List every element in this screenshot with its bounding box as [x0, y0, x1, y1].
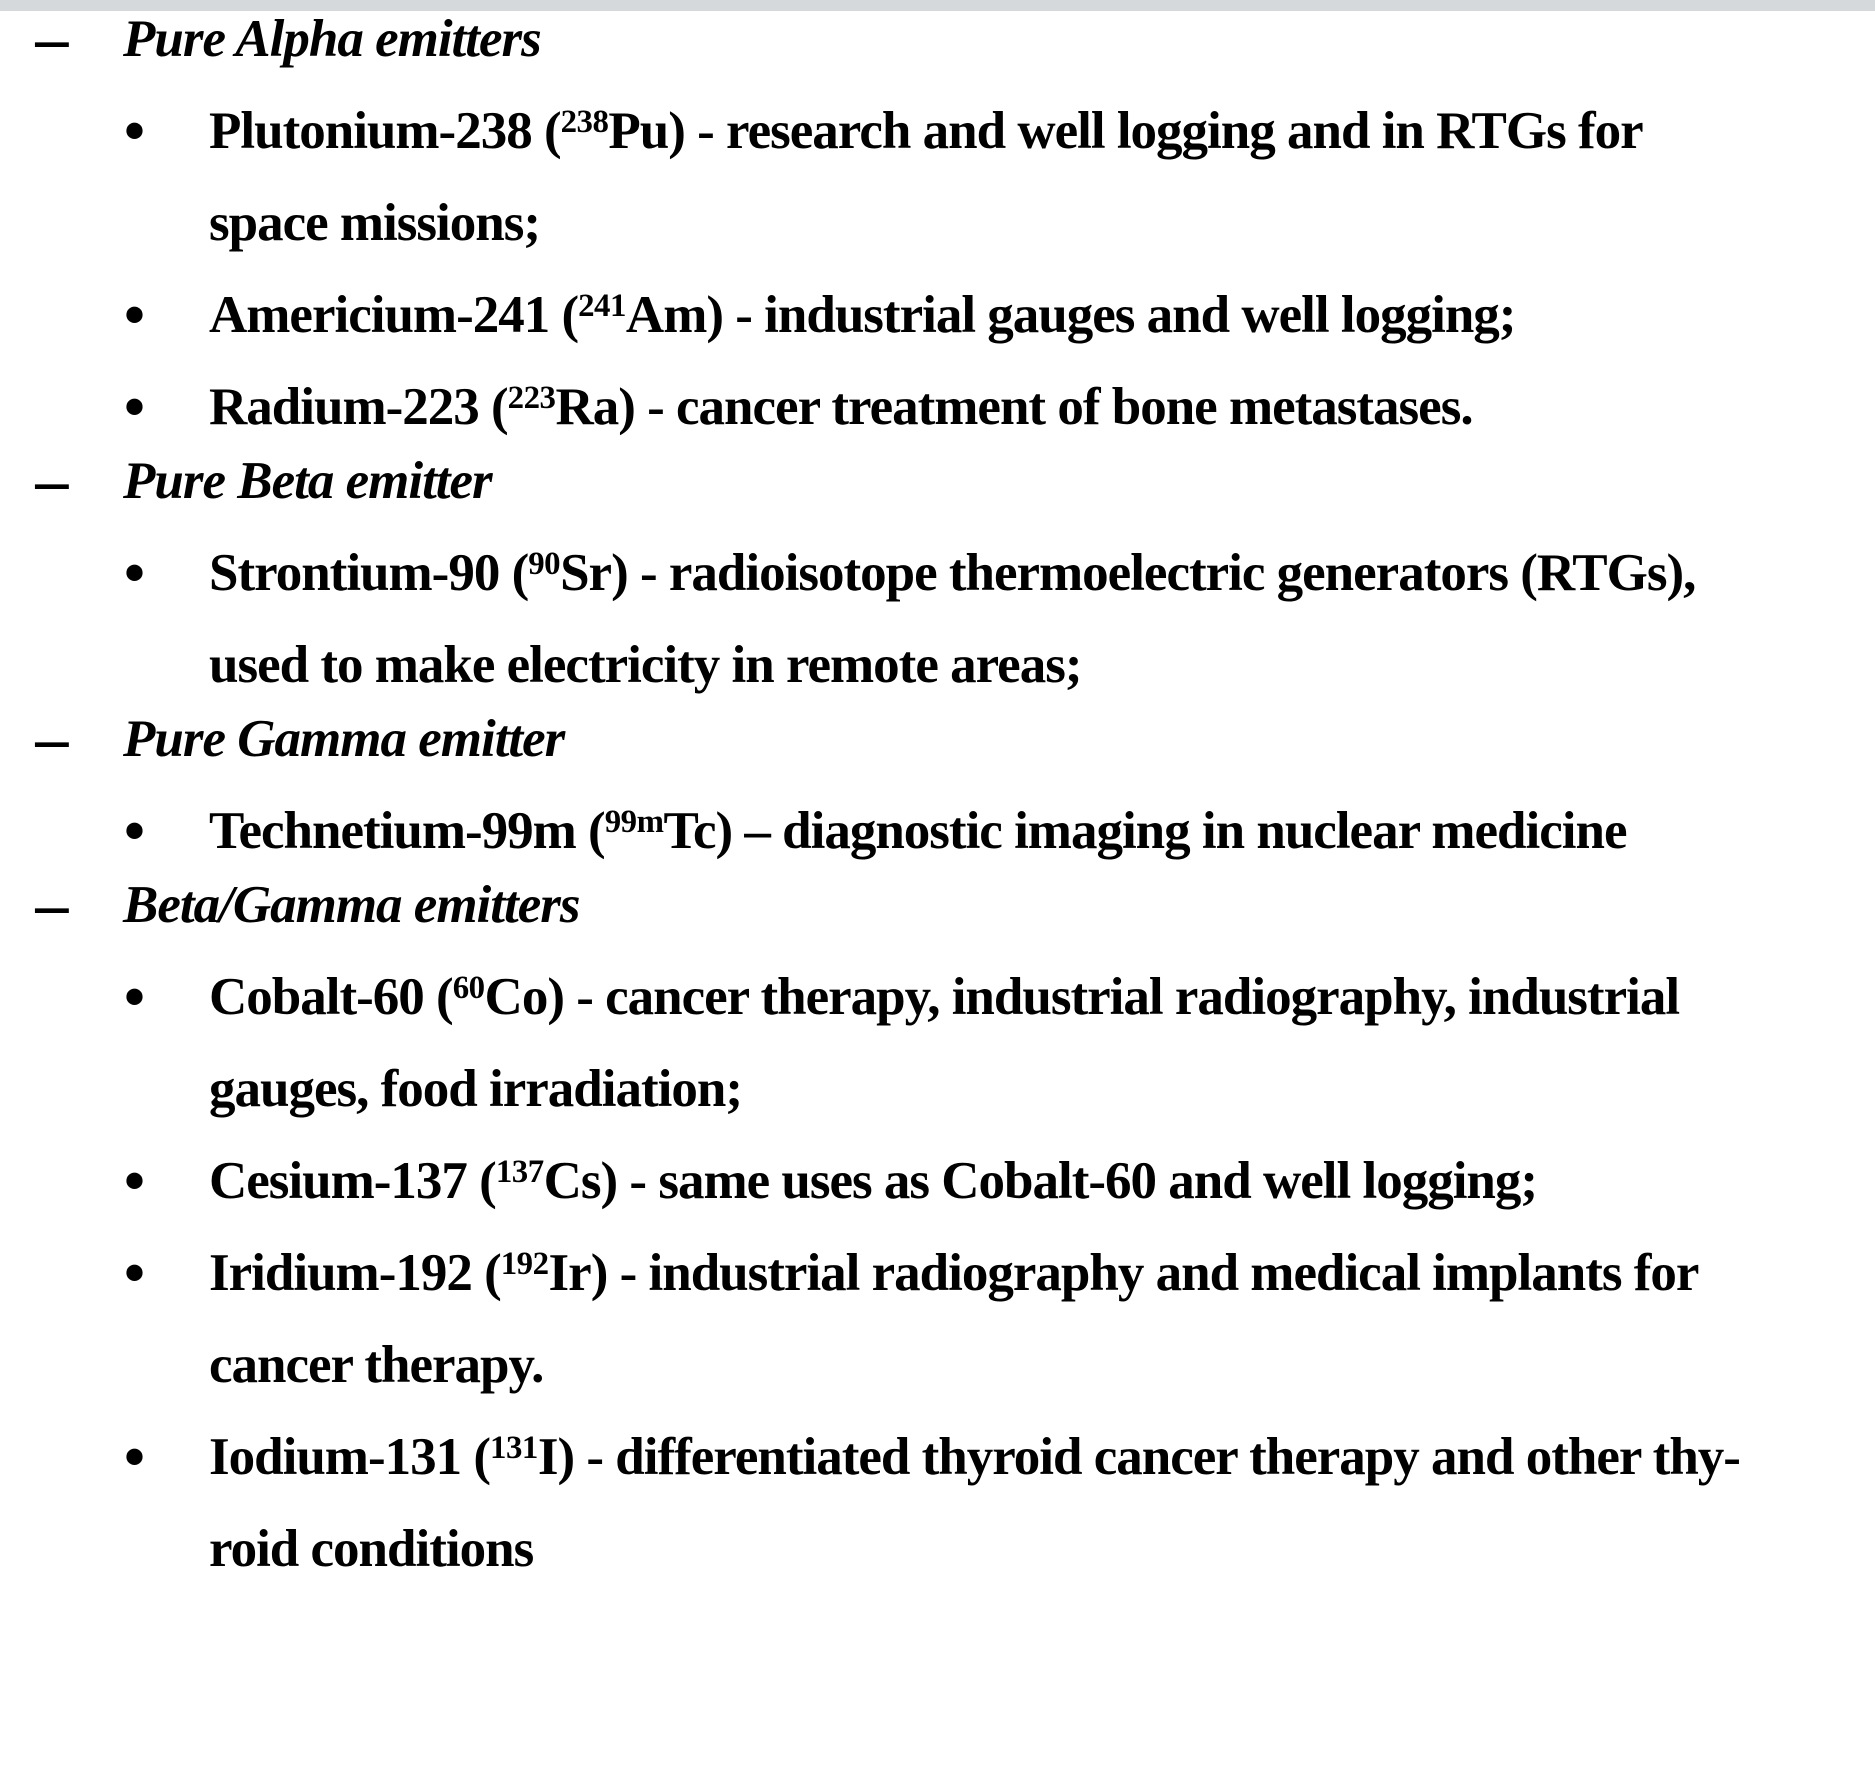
bullet-icon: • [124, 374, 146, 440]
isotope-mass-superscript: 137 [495, 1153, 544, 1190]
list-item-text [209, 527, 1695, 619]
list-item-line-strontium [0, 527, 1875, 619]
list-item-line-iridium [0, 1227, 1875, 1319]
isotope-name: Cesium-137 ( [209, 1152, 496, 1210]
list-item-text-continuation: space missions; [209, 194, 541, 252]
section-title: Pure Beta emitter [123, 452, 492, 510]
bullet-icon: • [124, 98, 146, 164]
isotope-mass-superscript: 241 [578, 287, 626, 324]
list-item-line-cesium [0, 1135, 1875, 1227]
isotope-name: Americium-241 ( [209, 286, 579, 344]
section-header-pure-alpha [0, 0, 1875, 85]
isotope-name: Iridium-192 ( [209, 1244, 501, 1302]
section-header-beta-gamma [0, 859, 1875, 951]
isotope-uses: Co) - cancer therapy, industrial radiography, industrial [484, 968, 1680, 1026]
isotope-name: Radium-223 ( [209, 378, 508, 436]
dash-marker: – [36, 444, 68, 517]
list-item-line-cobalt [0, 951, 1875, 1043]
dash-marker: – [36, 868, 68, 941]
isotope-uses: Pu) - research and well logging and in RTGs for [608, 102, 1643, 160]
bullet-icon: • [124, 964, 146, 1030]
list-item-text [209, 951, 1679, 1043]
list-item-line-plutonium [0, 85, 1875, 177]
isotope-name: Strontium-90 ( [209, 544, 529, 602]
isotope-uses: Sr) - radioisotope thermoelectric generators (RTGs), [560, 544, 1696, 602]
section-title: Beta/Gamma emitters [123, 876, 580, 934]
isotope-mass-superscript: 192 [500, 1245, 549, 1282]
section-header-pure-gamma [0, 693, 1875, 785]
list-item-continuation-line [0, 1043, 1875, 1135]
isotope-name: Plutonium-238 ( [209, 102, 561, 160]
isotope-mass-superscript: 90 [528, 545, 561, 582]
bullet-icon: • [124, 798, 146, 864]
list-item-text-continuation: gauges, food irradiation; [209, 1060, 742, 1118]
list-item-text-continuation: roid conditions [209, 1520, 534, 1578]
bullet-icon: • [124, 282, 146, 348]
list-item-text [209, 269, 1515, 361]
isotope-mass-superscript: 99m [604, 803, 664, 840]
list-item-text [209, 1411, 1740, 1503]
isotope-uses: Ra) - cancer treatment of bone metastases. [555, 378, 1473, 436]
dash-marker: – [36, 702, 68, 775]
isotope-name: Cobalt-60 ( [209, 968, 453, 1026]
isotope-uses: I) - differentiated thyroid cancer therapy and other thy- [537, 1428, 1740, 1486]
bullet-icon: • [124, 1148, 146, 1214]
list-item-text [209, 85, 1643, 177]
bullet-icon: • [124, 540, 146, 606]
section-title: Pure Alpha emitters [123, 10, 541, 68]
list-item-text-continuation: used to make electricity in remote areas; [209, 636, 1082, 694]
isotope-uses: Cs) - same uses as Cobalt-60 and well logging; [543, 1152, 1538, 1210]
list-item-continuation-line [0, 177, 1875, 269]
isotope-name: Iodium-131 ( [209, 1428, 491, 1486]
list-item-line-americium [0, 269, 1875, 361]
isotope-mass-superscript: 60 [452, 969, 485, 1006]
section-header-pure-beta [0, 435, 1875, 527]
list-item-text [209, 1135, 1537, 1227]
list-item-text [209, 1227, 1698, 1319]
isotope-uses: Ir) - industrial radiography and medical implants for [548, 1244, 1699, 1302]
isotope-mass-superscript: 223 [507, 379, 556, 416]
isotope-uses: Am) - industrial gauges and well logging; [625, 286, 1516, 344]
bullet-icon: • [124, 1424, 146, 1490]
list-item-text-continuation: cancer therapy. [209, 1336, 544, 1394]
bullet-icon: • [124, 1240, 146, 1306]
list-item-line-iodium [0, 1411, 1875, 1503]
section-title: Pure Gamma emitter [123, 710, 565, 768]
isotope-mass-superscript: 238 [560, 103, 609, 140]
isotope-mass-superscript: 131 [490, 1429, 538, 1466]
list-item-continuation-line [0, 1503, 1875, 1595]
dash-marker: – [36, 2, 68, 75]
isotope-uses: Tc) – diagnostic imaging in nuclear medicine [663, 802, 1627, 860]
isotope-name: Technetium-99m ( [209, 802, 605, 860]
list-item-continuation-line [0, 1319, 1875, 1411]
